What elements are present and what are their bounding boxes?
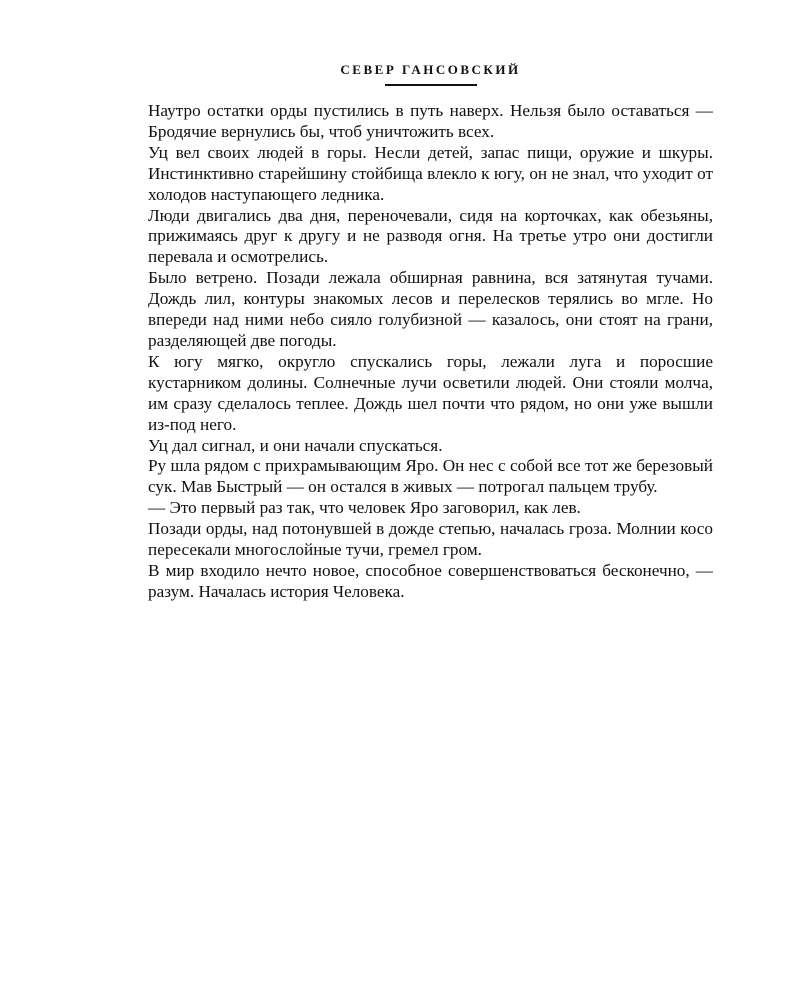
- paragraph: Ру шла рядом с прихрамывающим Яро. Он нес с собой все тот же березовый сук. Мав Быстрый — он остался в живых — потрогал пальцем трубу.: [148, 456, 713, 497]
- body-text: [148, 101, 713, 603]
- paragraph: Было ветрено. Позади лежала обширная равнина, вся затянутая тучами. Дождь лил, контуры знакомых лесов и перелесков терялись во мгле. Но впереди над ними небо сияло голубизной — казалось, они стоят на грани, разделяющей две погоды.: [148, 268, 713, 350]
- paragraph: К югу мягко, округло спускались горы, лежали луга и поросшие кустарником долины. Солнечные лучи осветили людей. Они стояли молча, им сразу сделалось теплее. Дождь шел почти что рядом, но они уже вышли из-под него.: [148, 351, 713, 434]
- paragraph: В мир входило нечто новое, способное совершенствоваться бесконечно, — разум. Началась история Человека.: [148, 560, 713, 601]
- paragraph: Люди двигались два дня, переночевали, сидя на корточках, как обезьяны, прижимаясь друг к другу и не разводя огня. На третье утро они достигли перевала и осмотрелись.: [148, 205, 713, 267]
- paragraph: Позади орды, над потонувшей в дожде степью, началась гроза. Молнии косо пересекали многослойные тучи, гремел гром.: [148, 519, 713, 560]
- paragraph: Наутро остатки орды пустились в путь наверх. Нельзя было оставаться — Бродячие вернулись бы, чтоб уничтожить всех.: [148, 101, 713, 141]
- title-underline: [385, 84, 477, 86]
- paragraph: — Это первый раз так, что человек Яро заговорил, как лев.: [148, 498, 581, 518]
- running-title: СЕВЕР ГАНСОВСКИЙ: [340, 62, 521, 77]
- paragraph: Уц вел своих людей в горы. Несли детей, запас пищи, оружие и шкуры. Инстинктивно старейшину стойбища влекло к югу, он не знал, что уходит от холодов наступающего ледника.: [148, 142, 713, 204]
- book-page: [148, 62, 713, 603]
- paragraph: Уц дал сигнал, и они начали спускаться.: [148, 435, 443, 455]
